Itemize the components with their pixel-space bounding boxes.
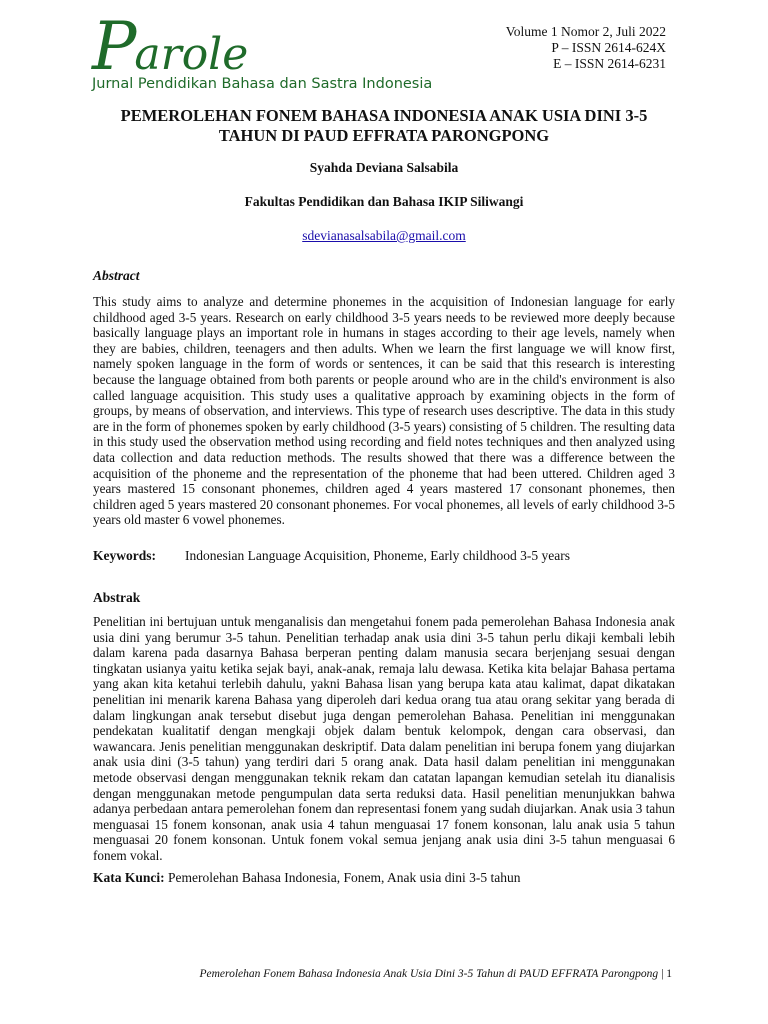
page-number: | 1 <box>661 968 672 980</box>
e-issn: E – ISSN 2614-6231 <box>553 56 666 71</box>
kata-kunci-value: Pemerolehan Bahasa Indonesia, Fonem, Anak usia dini 3-5 tahun <box>168 870 521 885</box>
abstract-heading: Abstract <box>93 268 140 283</box>
keywords-value: Indonesian Language Acquisition, Phoneme, Early childhood 3-5 years <box>185 548 571 563</box>
abstract-text: This study aims to analyze and determine phonemes in the acquisition of Indonesian language for early childhood aged 3-5 years. Research on early childhood 3-5 years needs to be reviewed more deeply because basically language plays an important role in humans in stages according to their age levels, namely when they are babies, children, teenagers and then adults. When we learn the first language we will know first, namely spoken language in the form of words or sentences, it can be said that this research is interesting because the language obtained from both parents or people around who are in the child's environment is also called language acquisition. This study uses a qualitative approach by examining objects in the form of groups, by means of observation, and interviews. This type of research uses descriptive. The data in this study are in the form of phonemes spoken by early childhood (3-5 years) consisting of 5 children. The resulting data in this study used the observation method using recording and field notes techniques and then analyzed using data collection and data reduction methods. The results showed that there was a difference between the acquisition of the phoneme and the representation of the phoneme that had been uttered. Children aged 3 years mastered 15 consonant phonemes, children aged 4 years mastered 17 consonant phonemes, then children aged 5 years mastered 20 consonant phonemes. For vocal phonemes, all levels of early childhood 3-5 years old master 6 vowel phonemes. <box>93 294 675 528</box>
email-link[interactable]: sdevianasalsabila@gmail.com <box>302 228 466 243</box>
running-title: Pemerolehan Fonem Bahasa Indonesia Anak Usia Dini 3-5 Tahun di PAUD EFFRATA Parongpong <box>199 968 659 980</box>
page-footer <box>200 968 673 980</box>
article-title: PEMEROLEHAN FONEM BAHASA INDONESIA ANAK USIA DINI 3-5 TAHUN DI PAUD EFFRATA PARONGPONG <box>120 106 648 145</box>
journal-logo <box>92 8 442 100</box>
author-name: Syahda Deviana Salsabila <box>309 160 459 175</box>
affiliation: Fakultas Pendidikan dan Bahasa IKIP Siliwangi <box>244 194 524 209</box>
keywords-line <box>93 548 570 564</box>
kata-kunci-line <box>93 870 520 886</box>
p-issn: P – ISSN 2614-624X <box>551 40 666 55</box>
volume-line: Volume 1 Nomor 2, Juli 2022 <box>505 24 666 39</box>
keywords-label: Keywords: <box>93 548 156 563</box>
abstrak-text: Penelitian ini bertujuan untuk menganalisis dan mengetahui fonem pada pemerolehan Bahasa Indonesia anak usia dini yang berumur 3-5 tahun. Penelitian terhadap anak usia dini 3-5 tahun perlu dikaji kembali lebih dalam karena pada dasarnya Bahasa berperan penting dalam manusia secara berjenjang sesuai dengan tingkatan usianya yaitu ketika sejak bayi, anak-anak, remaja lalu dewasa. Ketika kita belajar Bahasa pertama yang akan kita ketahui terlebih dahulu, yakni Bahasa lisan yang berupa kata atau kalimat, dapat dikatakan penelitian ini menarik karena Bahasa yang diperoleh dari kedua orang tua atau orang sekitar yang berada di dalam lingkungan anak tersebut disebut juga dengan pemerolehan Bahasa. Penelitian ini menggunakan pendekatan kualitatif dengan mengkaji objek dalam bentuk kelompok, dengan cara observasi, dan wawancara. Jenis penelitian menggunakan deskriptif. Data dalam penelitian ini berupa fonem yang diujarkan anak usia dini (3-5 tahun) yang terdiri dari 5 orang anak. Data hasil dalam penelitian ini menggunakan metode observasi dengan menggunakan teknik rekam dan catatan lapangan kemudian setelah itu dianalisis dengan menggunakan metode pengumpulan data serta reduksi data. Hasil penelitian menunjukkan bahwa adanya perbedaan antara pemerolehan fonem dan representasi fonem yang sudah diujarkan. Anak usia 3 tahun menguasai 15 fonem konsonan, anak usia 4 tahun menguasai 17 fonem konsonan, lalu anak usia 5 tahun menguasai 20 fonem konsonan. Untuk fonem vokal semua jenjang anak usia dini 3-5 tahun menguasai 6 fonem vokal. <box>93 614 675 863</box>
issue-info <box>506 24 666 72</box>
abstrak-heading: Abstrak <box>93 590 141 605</box>
logo-wordmark: Parole <box>92 8 249 85</box>
journal-subtitle: Jurnal Pendidikan Bahasa dan Sastra Indonesia <box>92 76 433 92</box>
author-email <box>92 228 676 244</box>
kata-kunci-label: Kata Kunci: <box>93 870 165 885</box>
